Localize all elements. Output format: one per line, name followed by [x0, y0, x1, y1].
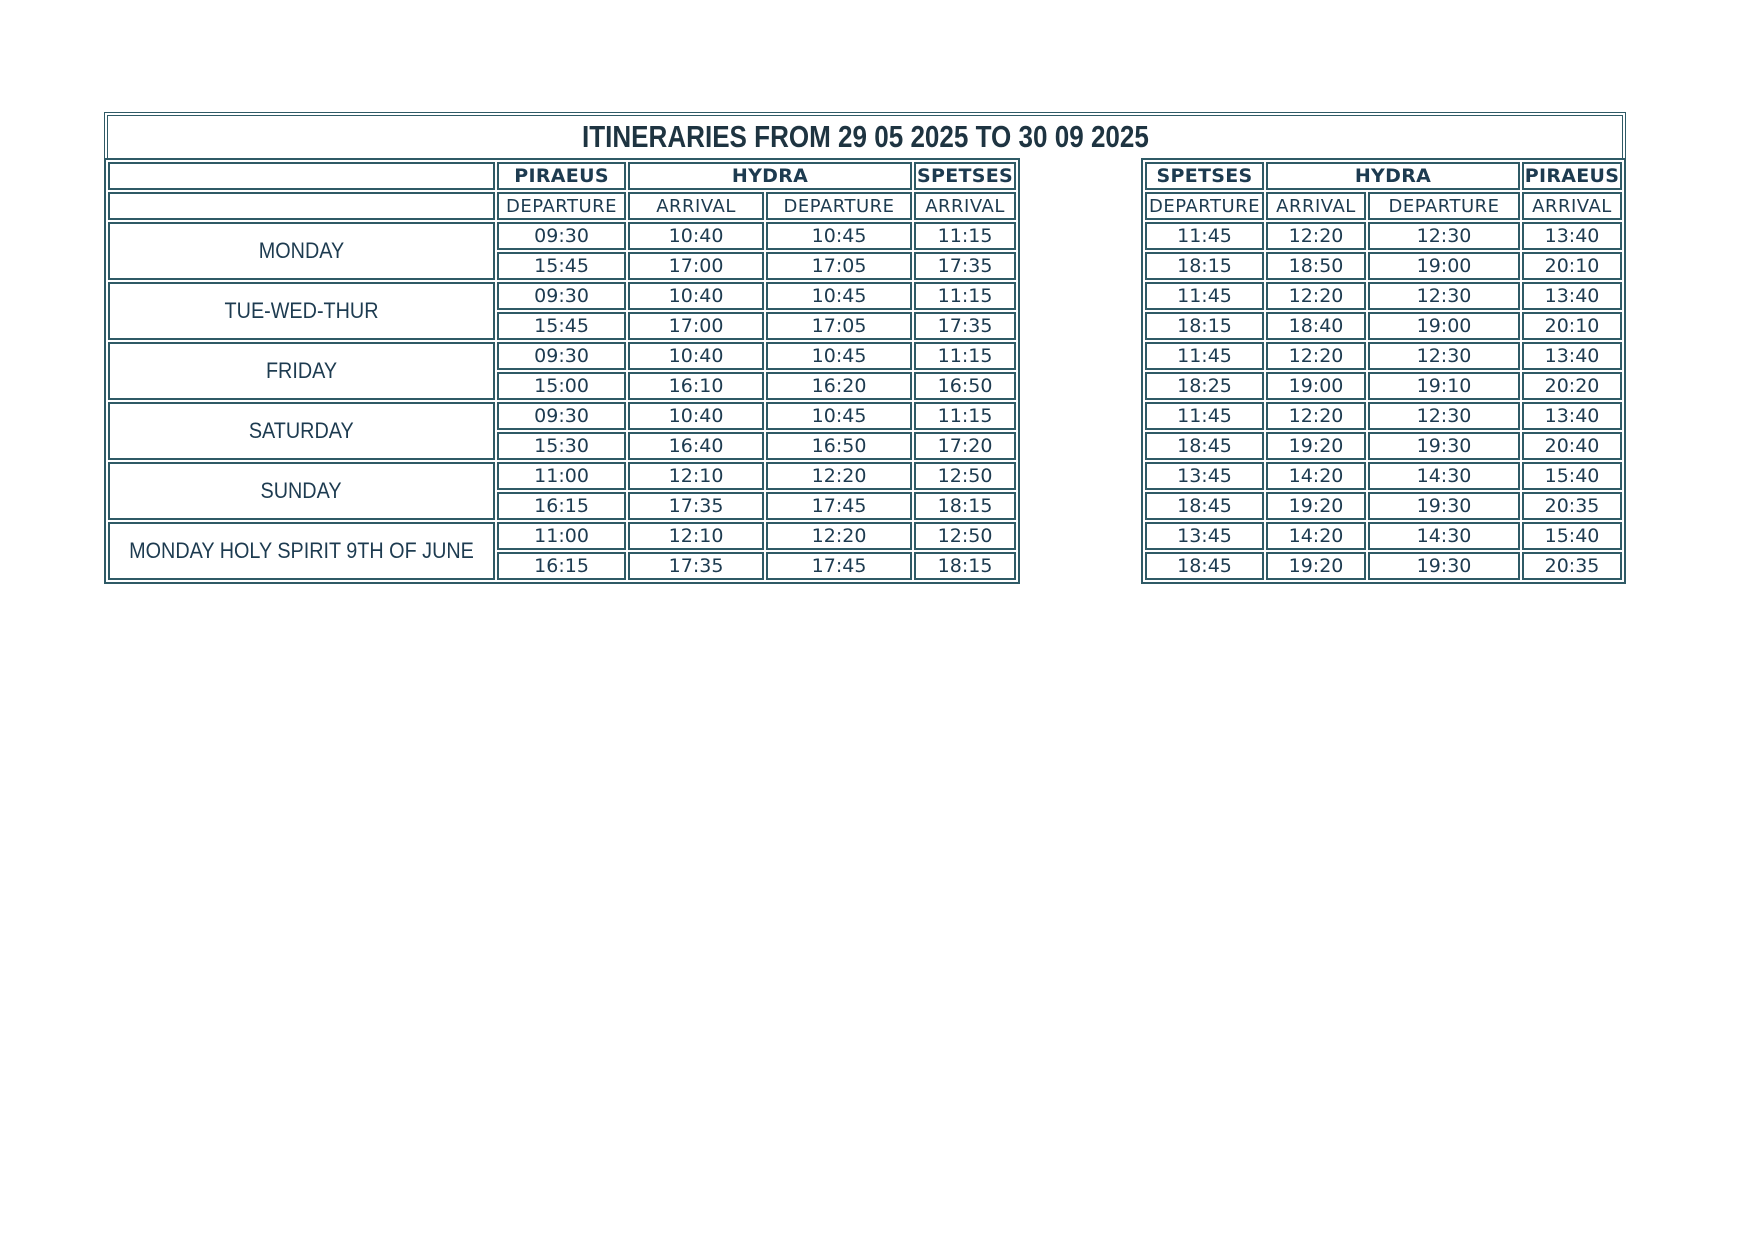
time-cell: 17:20 — [914, 432, 1016, 460]
time-cell: 17:35 — [628, 552, 764, 580]
trip-row — [108, 402, 1016, 430]
time-cell: 19:30 — [1368, 432, 1520, 460]
time-cell: 09:30 — [497, 342, 626, 370]
port-header-row — [1145, 162, 1622, 190]
time-cell: 20:20 — [1522, 372, 1622, 400]
port-header: SPETSES — [914, 162, 1016, 190]
time-cell: 17:05 — [766, 312, 912, 340]
column-header: ARRIVAL — [628, 192, 764, 220]
day-label — [108, 522, 495, 580]
time-cell: 11:45 — [1145, 222, 1264, 250]
trip-row — [1145, 252, 1622, 280]
time-cell: 10:40 — [628, 402, 764, 430]
time-cell: 20:10 — [1522, 312, 1622, 340]
column-header: DEPARTURE — [1368, 192, 1520, 220]
time-cell: 19:10 — [1368, 372, 1520, 400]
time-cell: 16:50 — [914, 372, 1016, 400]
trip-row — [1145, 462, 1622, 490]
column-header: ARRIVAL — [1266, 192, 1366, 220]
time-cell: 17:00 — [628, 312, 764, 340]
time-cell: 20:10 — [1522, 252, 1622, 280]
corner-cell — [108, 162, 495, 190]
time-cell: 17:35 — [914, 312, 1016, 340]
trip-row — [108, 222, 1016, 250]
time-cell: 12:20 — [1266, 222, 1366, 250]
time-cell: 14:20 — [1266, 462, 1366, 490]
column-header: DEPARTURE — [766, 192, 912, 220]
time-cell: 11:00 — [497, 522, 626, 550]
day-label-text: TUE-WED-THUR — [224, 298, 379, 323]
time-cell: 10:45 — [766, 282, 912, 310]
time-cell: 12:10 — [628, 462, 764, 490]
day-label — [108, 342, 495, 400]
time-cell: 18:40 — [1266, 312, 1366, 340]
trip-row — [1145, 402, 1622, 430]
trip-row — [1145, 282, 1622, 310]
time-cell: 18:15 — [914, 492, 1016, 520]
time-cell: 09:30 — [497, 222, 626, 250]
column-header-row — [1145, 192, 1622, 220]
trip-row — [1145, 342, 1622, 370]
time-cell: 19:00 — [1368, 252, 1520, 280]
time-cell: 10:45 — [766, 342, 912, 370]
time-cell: 20:40 — [1522, 432, 1622, 460]
time-cell: 15:45 — [497, 312, 626, 340]
time-cell: 14:20 — [1266, 522, 1366, 550]
time-cell: 19:00 — [1266, 372, 1366, 400]
time-cell: 12:20 — [766, 462, 912, 490]
time-cell: 09:30 — [497, 402, 626, 430]
port-header: SPETSES — [1145, 162, 1264, 190]
time-cell: 18:45 — [1145, 492, 1264, 520]
port-header: PIRAEUS — [1522, 162, 1622, 190]
time-cell: 11:00 — [497, 462, 626, 490]
day-label-text: MONDAY HOLY SPIRIT 9TH OF JUNE — [129, 538, 474, 563]
time-cell: 18:15 — [914, 552, 1016, 580]
trip-row — [108, 282, 1016, 310]
day-label-text: SUNDAY — [260, 478, 343, 503]
title-bar — [104, 112, 1626, 158]
time-cell: 10:40 — [628, 222, 764, 250]
time-cell: 12:30 — [1368, 282, 1520, 310]
time-cell: 13:40 — [1522, 222, 1622, 250]
time-cell: 15:40 — [1522, 522, 1622, 550]
time-cell: 17:35 — [914, 252, 1016, 280]
time-cell: 12:30 — [1368, 342, 1520, 370]
day-label — [108, 402, 495, 460]
time-cell: 10:45 — [766, 402, 912, 430]
time-cell: 18:45 — [1145, 432, 1264, 460]
time-cell: 14:30 — [1368, 462, 1520, 490]
time-cell: 18:15 — [1145, 252, 1264, 280]
time-cell: 11:15 — [914, 282, 1016, 310]
return-timetable — [1141, 158, 1626, 584]
time-cell: 16:40 — [628, 432, 764, 460]
time-cell: 16:20 — [766, 372, 912, 400]
trip-row — [108, 342, 1016, 370]
port-header-row — [108, 162, 1016, 190]
trip-row — [108, 522, 1016, 550]
time-cell: 16:10 — [628, 372, 764, 400]
time-cell: 10:45 — [766, 222, 912, 250]
trip-row — [1145, 492, 1622, 520]
outbound-timetable — [104, 158, 1020, 584]
time-cell: 18:50 — [1266, 252, 1366, 280]
time-cell: 15:40 — [1522, 462, 1622, 490]
itinerary-sheet — [104, 112, 1626, 584]
day-label-text: FRIDAY — [265, 358, 338, 383]
time-cell: 12:20 — [1266, 282, 1366, 310]
time-cell: 12:20 — [1266, 342, 1366, 370]
time-cell: 18:45 — [1145, 552, 1264, 580]
time-cell: 18:15 — [1145, 312, 1264, 340]
time-cell: 17:00 — [628, 252, 764, 280]
page-title: ITINERARIES FROM 29 05 2025 TO 30 09 2025 — [581, 119, 1149, 154]
column-header: DEPARTURE — [1145, 192, 1264, 220]
time-cell: 19:20 — [1266, 492, 1366, 520]
time-cell: 12:30 — [1368, 402, 1520, 430]
time-cell: 11:45 — [1145, 282, 1264, 310]
time-cell: 10:40 — [628, 342, 764, 370]
time-cell: 17:45 — [766, 492, 912, 520]
time-cell: 11:15 — [914, 402, 1016, 430]
time-cell: 12:30 — [1368, 222, 1520, 250]
day-label — [108, 462, 495, 520]
time-cell: 18:25 — [1145, 372, 1264, 400]
day-label-text: MONDAY — [258, 238, 345, 263]
time-cell: 16:15 — [497, 552, 626, 580]
time-cell: 15:30 — [497, 432, 626, 460]
time-cell: 13:45 — [1145, 522, 1264, 550]
time-cell: 11:45 — [1145, 342, 1264, 370]
time-cell: 12:20 — [1266, 402, 1366, 430]
time-cell: 11:15 — [914, 222, 1016, 250]
time-cell: 16:50 — [766, 432, 912, 460]
day-label — [108, 222, 495, 280]
time-cell: 20:35 — [1522, 552, 1622, 580]
trip-row — [1145, 552, 1622, 580]
time-cell: 19:00 — [1368, 312, 1520, 340]
day-label — [108, 282, 495, 340]
time-cell: 11:45 — [1145, 402, 1264, 430]
time-cell: 14:30 — [1368, 522, 1520, 550]
column-header-row — [108, 192, 1016, 220]
time-cell: 13:40 — [1522, 282, 1622, 310]
corner-cell — [108, 192, 495, 220]
column-header: DEPARTURE — [497, 192, 626, 220]
time-cell: 19:20 — [1266, 552, 1366, 580]
time-cell: 15:45 — [497, 252, 626, 280]
time-cell: 20:35 — [1522, 492, 1622, 520]
time-cell: 17:05 — [766, 252, 912, 280]
time-cell: 13:40 — [1522, 402, 1622, 430]
time-cell: 17:45 — [766, 552, 912, 580]
trip-row — [108, 462, 1016, 490]
time-cell: 11:15 — [914, 342, 1016, 370]
port-header: HYDRA — [1266, 162, 1520, 190]
time-cell: 12:10 — [628, 522, 764, 550]
time-cell: 13:40 — [1522, 342, 1622, 370]
time-cell: 16:15 — [497, 492, 626, 520]
time-cell: 12:50 — [914, 462, 1016, 490]
trip-row — [1145, 222, 1622, 250]
day-label-text: SATURDAY — [249, 418, 354, 443]
trip-row — [1145, 432, 1622, 460]
time-cell: 15:00 — [497, 372, 626, 400]
time-cell: 19:30 — [1368, 492, 1520, 520]
time-cell: 19:30 — [1368, 552, 1520, 580]
port-header: PIRAEUS — [497, 162, 626, 190]
time-cell: 10:40 — [628, 282, 764, 310]
column-header: ARRIVAL — [1522, 192, 1622, 220]
time-cell: 13:45 — [1145, 462, 1264, 490]
trip-row — [1145, 522, 1622, 550]
trip-row — [1145, 312, 1622, 340]
time-cell: 12:50 — [914, 522, 1016, 550]
time-cell: 09:30 — [497, 282, 626, 310]
port-header: HYDRA — [628, 162, 912, 190]
time-cell: 12:20 — [766, 522, 912, 550]
column-header: ARRIVAL — [914, 192, 1016, 220]
time-cell: 17:35 — [628, 492, 764, 520]
trip-row — [1145, 372, 1622, 400]
timetables — [104, 158, 1626, 584]
time-cell: 19:20 — [1266, 432, 1366, 460]
